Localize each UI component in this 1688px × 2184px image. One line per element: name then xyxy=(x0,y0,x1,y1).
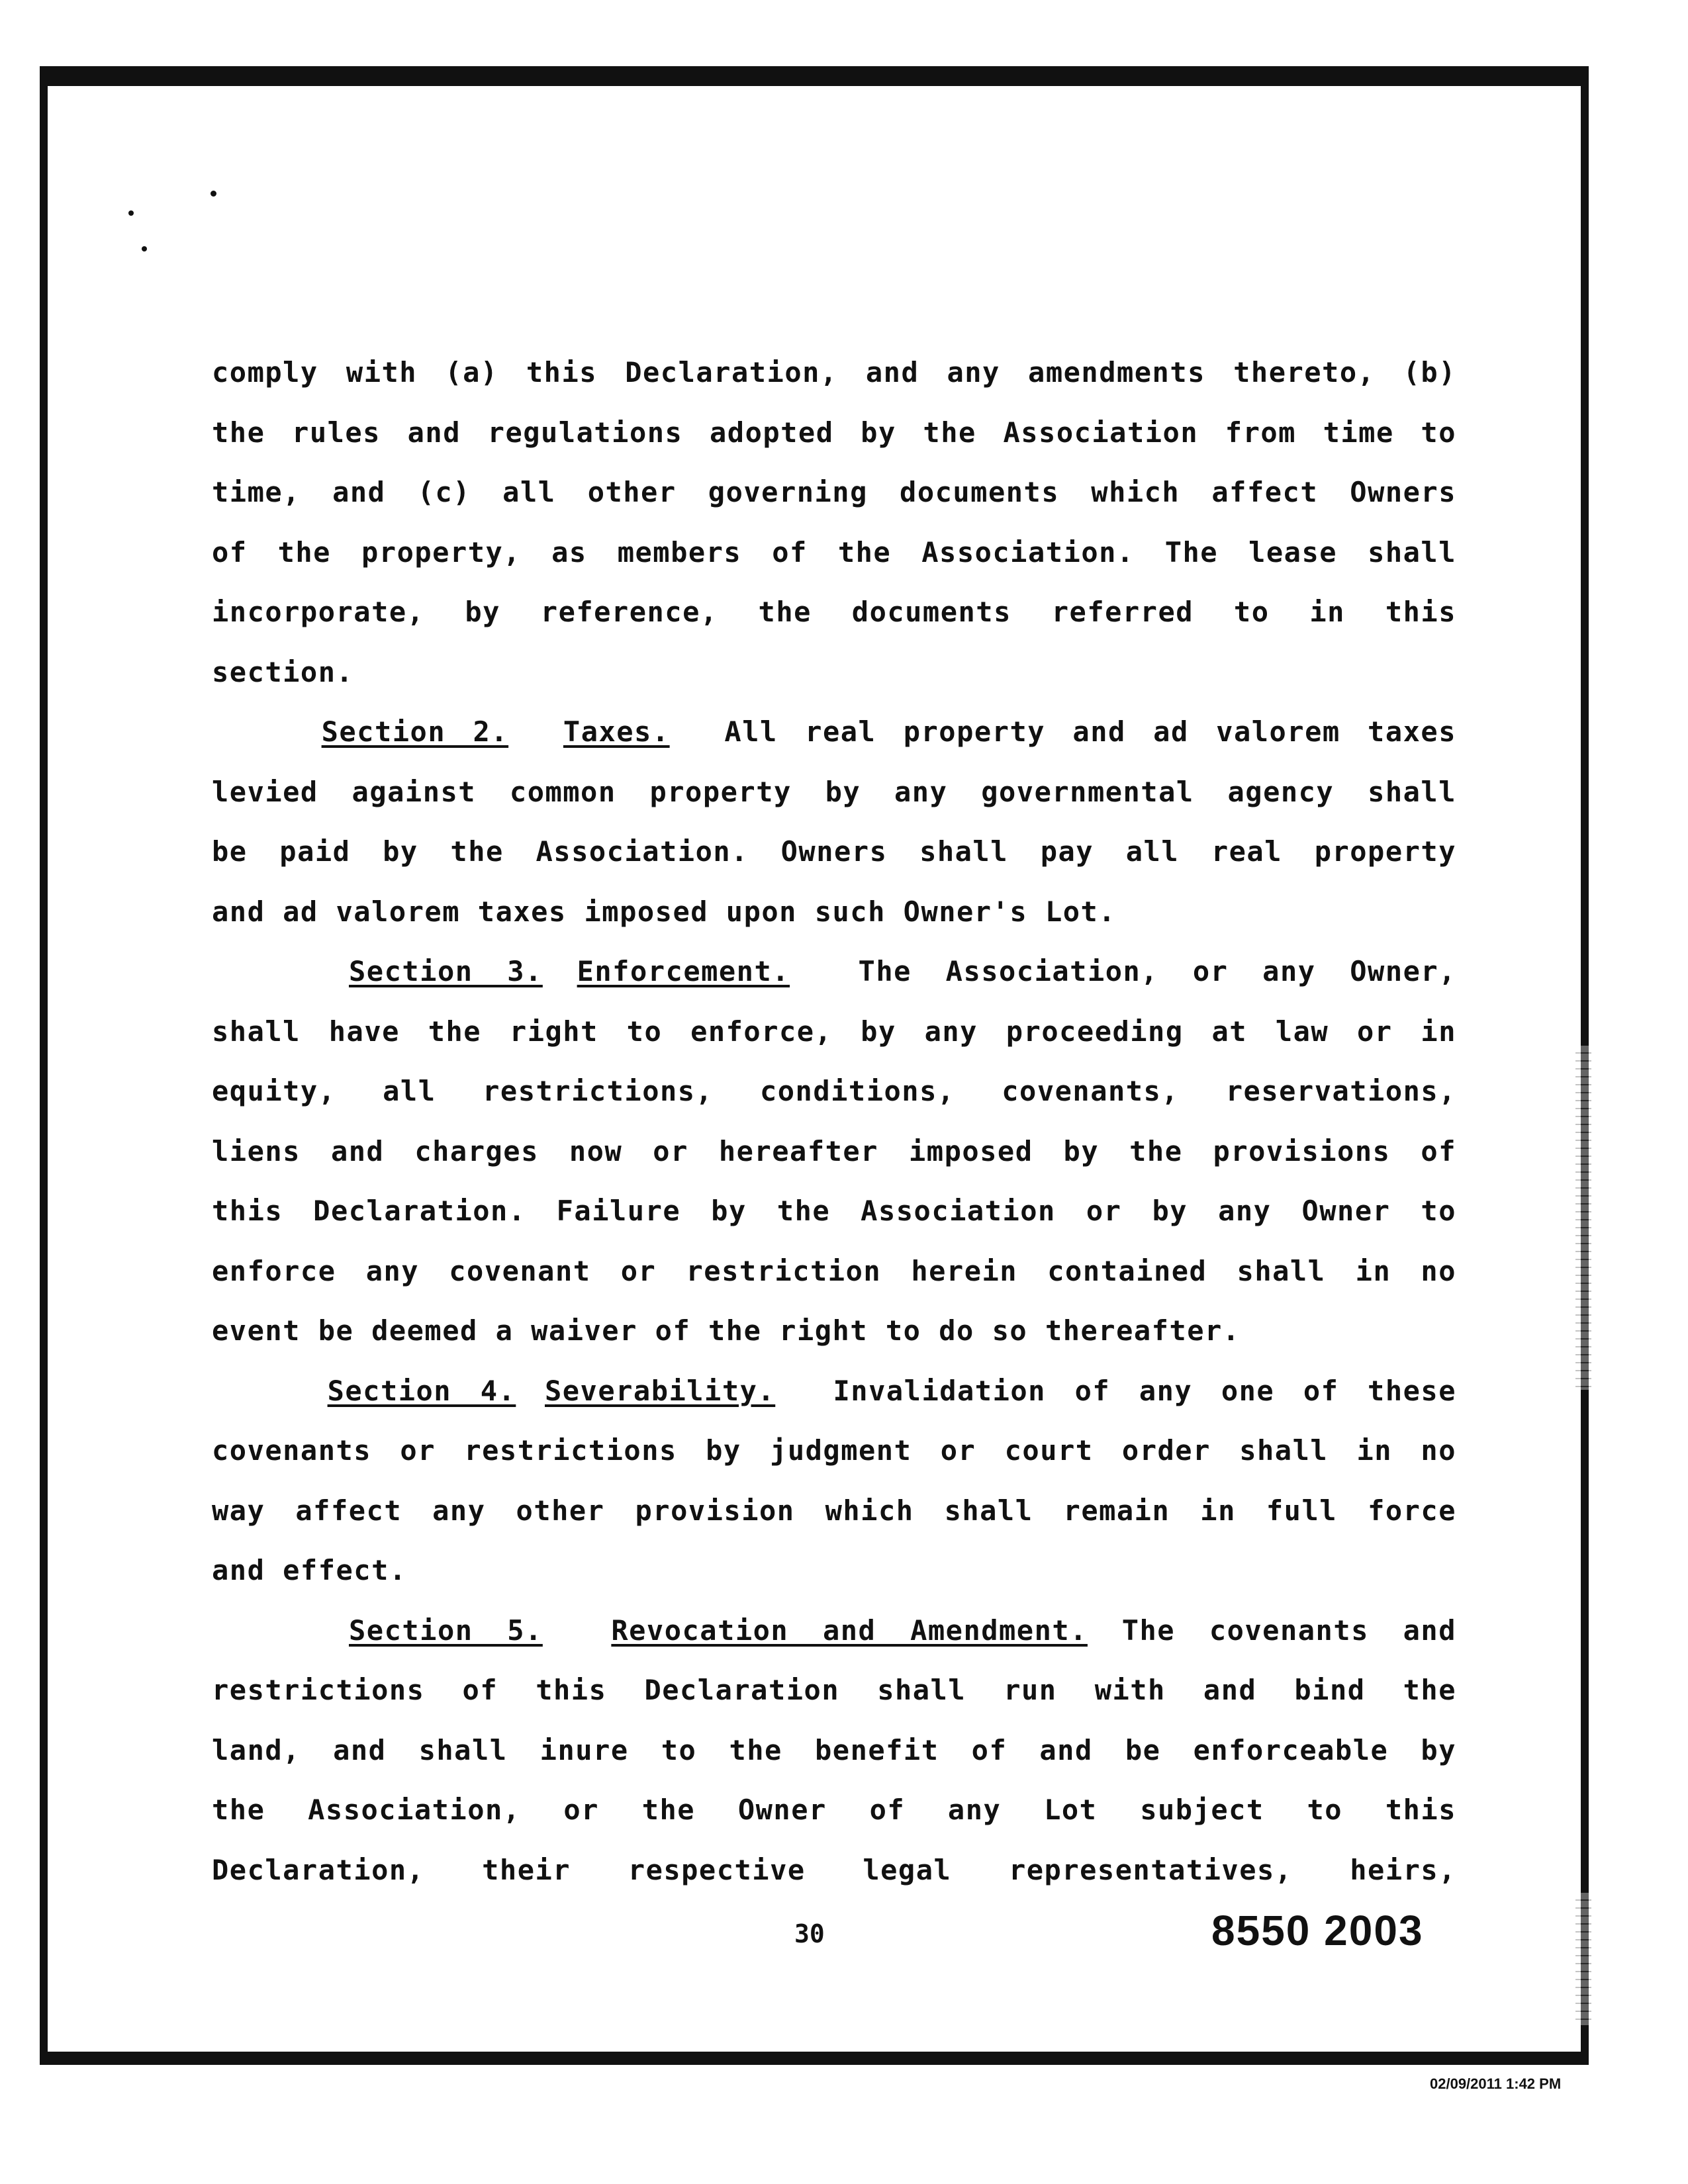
scan-speck xyxy=(211,191,216,197)
text-line xyxy=(212,1614,1456,1647)
text-line xyxy=(212,536,1456,569)
line-text: this Declaration. Failure by the Association or by any Owner to xyxy=(212,1195,1456,1227)
line-text: be paid by the Association. Owners shall pay all real property xyxy=(212,835,1456,868)
text-line xyxy=(212,1195,1456,1227)
section-heading: Section 3. xyxy=(349,955,543,987)
line-text: Invalidation of any one of these xyxy=(775,1374,1456,1407)
line-text xyxy=(212,1614,349,1647)
line-text: the Association, or the Owner of any Lot subject to this xyxy=(212,1794,1456,1826)
text-line xyxy=(212,596,1456,628)
line-text: way affect any other provision which shall remain in full force xyxy=(212,1494,1456,1527)
text-line xyxy=(212,955,1456,987)
page-number: 30 xyxy=(794,1919,825,1948)
text-line xyxy=(212,1375,1456,1407)
line-text: Declaration, their respective legal representatives, heirs, xyxy=(212,1853,1456,1886)
line-text: the rules and regulations adopted by the Association from time to xyxy=(212,416,1456,449)
text-line xyxy=(212,835,1456,868)
line-text: event be deemed a waiver of the right to do so thereafter. xyxy=(212,1314,1241,1347)
text-line xyxy=(212,1734,1456,1766)
section-heading: Severability. xyxy=(544,1374,776,1407)
print-timestamp: 02/09/2011 1:42 PM xyxy=(1430,2075,1562,2092)
text-line xyxy=(212,776,1456,808)
text-line xyxy=(212,476,1456,508)
text-line xyxy=(212,1255,1456,1287)
text-line xyxy=(212,1794,1456,1826)
line-text: shall have the right to enforce, by any proceeding at law or in xyxy=(212,1015,1456,1048)
text-line xyxy=(212,416,1456,449)
line-text xyxy=(543,1614,612,1647)
line-text: comply with (a) this Declaration, and any amendments thereto, (b) xyxy=(212,356,1456,388)
line-text xyxy=(508,715,563,748)
line-text xyxy=(212,955,349,987)
text-line xyxy=(212,1674,1456,1706)
line-text: liens and charges now or hereafter imposed by the provisions of xyxy=(212,1134,1456,1167)
scan-edge-noise xyxy=(1575,1046,1591,1390)
line-text: restrictions of this Declaration shall run with and bind the xyxy=(212,1674,1456,1706)
line-text: covenants or restrictions by judgment or court order shall in no xyxy=(212,1434,1456,1467)
scan-speck xyxy=(142,246,147,251)
line-text: and ad valorem taxes imposed upon such Owner's Lot. xyxy=(212,895,1117,928)
line-text xyxy=(543,955,577,987)
text-line xyxy=(212,656,1456,688)
line-text: The Association, or any Owner, xyxy=(790,955,1456,987)
line-text xyxy=(212,1375,328,1407)
line-text: All real property and ad valorem taxes xyxy=(669,715,1456,748)
section-heading: Enforcement. xyxy=(577,955,790,987)
line-text xyxy=(516,1375,545,1407)
text-line xyxy=(212,1314,1456,1347)
text-line xyxy=(212,1554,1456,1586)
text-line xyxy=(212,1135,1456,1167)
text-line xyxy=(212,1434,1456,1467)
text-line xyxy=(212,715,1456,748)
line-text xyxy=(212,715,322,748)
line-text: The covenants and xyxy=(1087,1614,1456,1647)
text-line xyxy=(212,1854,1456,1886)
line-text: equity, all restrictions, conditions, covenants, reservations, xyxy=(212,1075,1456,1107)
line-text: enforce any covenant or restriction herein contained shall in no xyxy=(212,1254,1456,1287)
section-heading: Section 2. xyxy=(321,715,509,748)
line-text: incorporate, by reference, the documents referred to in this xyxy=(212,596,1456,628)
book-page-stamp: 8550 2003 xyxy=(1211,1907,1424,1954)
line-text: and effect. xyxy=(212,1554,407,1586)
line-text: of the property, as members of the Association. The lease shall xyxy=(212,535,1456,569)
section-heading: Section 4. xyxy=(327,1374,516,1407)
line-text: section. xyxy=(212,655,354,688)
section-heading: Taxes. xyxy=(563,715,670,748)
scan-speck xyxy=(128,210,134,216)
text-line xyxy=(212,895,1456,928)
section-heading: Section 5. xyxy=(349,1614,543,1647)
text-line xyxy=(212,1015,1456,1048)
text-line xyxy=(212,1075,1456,1107)
section-heading: Revocation and Amendment. xyxy=(611,1614,1088,1647)
text-line xyxy=(212,356,1456,388)
line-text: land, and shall inure to the benefit of and be enforceable by xyxy=(212,1733,1456,1766)
line-text: levied against common property by any governmental agency shall xyxy=(212,775,1456,808)
line-text: time, and (c) all other governing documents which affect Owners xyxy=(212,476,1456,508)
scan-edge-noise xyxy=(1575,1893,1591,2025)
text-line xyxy=(212,1494,1456,1527)
